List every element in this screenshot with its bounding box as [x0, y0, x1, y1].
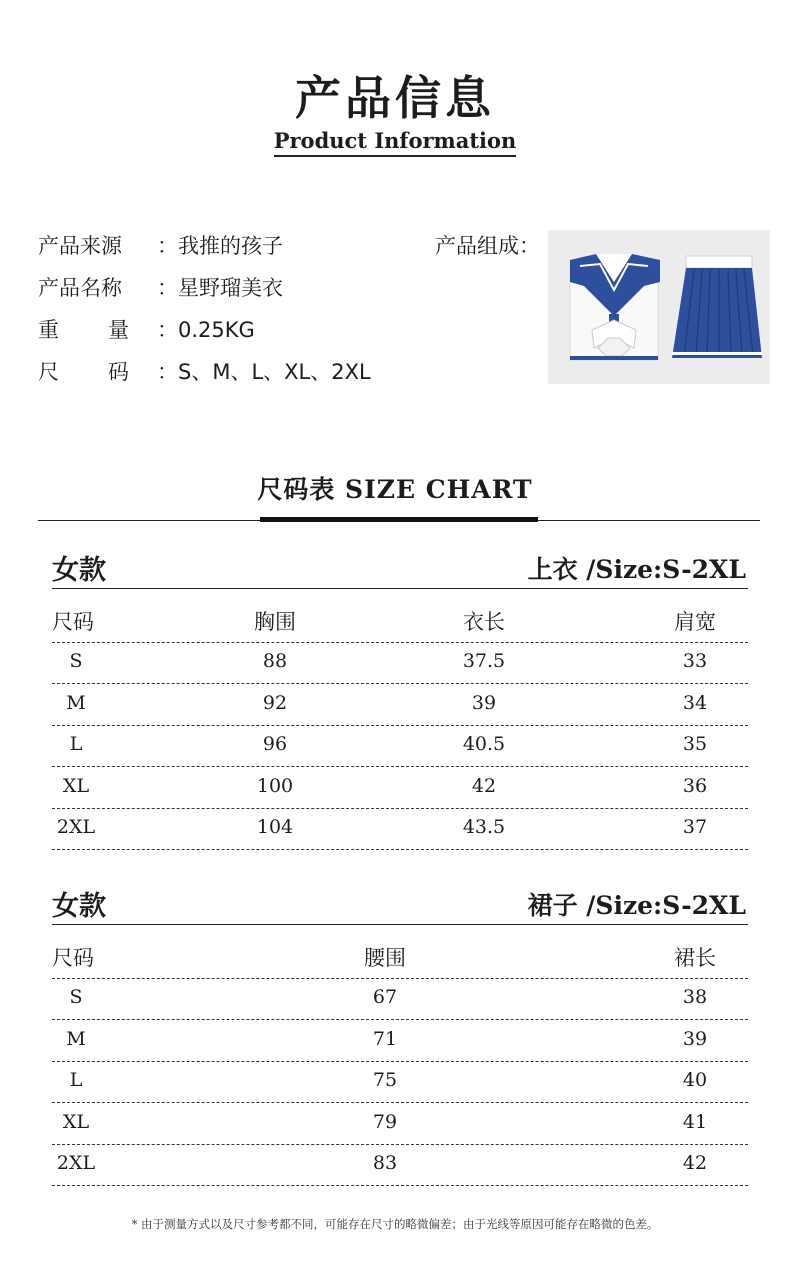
info-value: ：我推的孩子	[157, 234, 283, 258]
tops-section-label: 女款	[52, 555, 106, 586]
table-cell: 96	[262, 733, 288, 756]
table-cell: 43.5	[462, 816, 506, 839]
row-divider	[52, 1102, 748, 1103]
table-cell: 37	[682, 816, 708, 839]
table-cell: 34	[682, 691, 708, 714]
cell-size: M	[66, 1027, 86, 1050]
skirt-section-size: 裙子 /Size:S-2XL	[527, 891, 746, 920]
info-label: 产品来源	[38, 234, 122, 258]
table-cell: 42	[682, 1152, 708, 1175]
info-label: 尺 码	[38, 360, 129, 384]
table-cell: 71	[372, 1027, 398, 1050]
product-photo	[548, 230, 770, 384]
info-row-size	[0, 356, 540, 386]
cell-size: L	[69, 733, 83, 756]
section-line	[52, 924, 748, 925]
table-cell: 88	[262, 650, 288, 672]
row-divider	[52, 1019, 748, 1020]
col-header-length: 衣长	[463, 610, 505, 634]
col-header-size: 尺码	[52, 610, 94, 634]
info-value: ：0.25KG	[157, 318, 255, 342]
table-cell: 39	[471, 691, 497, 714]
table-cell: 100	[256, 774, 294, 797]
info-label: 产品名称	[38, 276, 122, 300]
section-line	[52, 588, 748, 589]
cell-size: M	[66, 691, 86, 714]
col-header-shoulder: 肩宽	[674, 610, 716, 634]
page-subtitle-text: Product Information	[274, 128, 517, 157]
row-divider	[52, 1061, 748, 1062]
info-label: 重 量	[38, 318, 129, 342]
skirt-section-label: 女款	[52, 891, 106, 922]
table-cell: 83	[372, 1152, 398, 1175]
row-divider	[52, 808, 748, 809]
cell-size: 2XL	[56, 816, 96, 839]
cell-size: 2XL	[56, 1152, 96, 1175]
table-cell: 37.5	[462, 650, 506, 672]
col-header-waist: 腰围	[364, 946, 406, 970]
table-cell: 40.5	[462, 733, 506, 756]
cell-size: S	[69, 650, 83, 672]
info-value: ：S、M、L、XL、2XL	[157, 360, 371, 384]
info-row-name	[0, 272, 540, 302]
table-cell: 35	[682, 733, 708, 756]
table-cell: 92	[262, 691, 288, 714]
disclaimer-note: * 由于测量方式以及尺寸参考都不同，可能存在尺寸的略微偏差；由于光线等原因可能存在略微的色差。	[131, 1217, 659, 1231]
row-divider	[52, 725, 748, 726]
page-title: 产品信息	[295, 71, 495, 125]
cell-size: S	[69, 986, 83, 1008]
table-cell: 75	[372, 1069, 398, 1092]
row-divider	[52, 1185, 748, 1186]
cell-size: XL	[62, 774, 90, 797]
divider-accent	[260, 517, 538, 522]
col-header-skirt-length: 裙长	[674, 946, 716, 970]
size-chart-title: 尺码表 SIZE CHART	[257, 475, 533, 504]
col-header-size: 尺码	[52, 946, 94, 970]
table-cell: 79	[372, 1110, 398, 1133]
row-divider	[52, 642, 748, 643]
table-cell: 36	[682, 774, 708, 797]
info-value: ：星野瑠美衣	[157, 276, 283, 300]
table-cell: 38	[682, 986, 708, 1008]
row-divider	[52, 1144, 748, 1145]
row-divider	[52, 766, 748, 767]
row-divider	[52, 849, 748, 850]
table-cell: 67	[372, 986, 398, 1008]
table-cell: 41	[682, 1110, 708, 1133]
table-cell: 39	[682, 1027, 708, 1050]
table-cell: 33	[682, 650, 708, 672]
table-cell: 42	[471, 774, 497, 797]
col-header-chest: 胸围	[254, 610, 296, 634]
table-cell: 104	[256, 816, 294, 839]
composition-label: 产品组成：	[435, 234, 540, 258]
row-divider	[52, 683, 748, 684]
tops-section-size: 上衣 /Size:S-2XL	[527, 555, 746, 584]
table-cell: 40	[682, 1069, 708, 1092]
page-subtitle	[0, 128, 790, 153]
info-row-weight	[0, 314, 540, 344]
row-divider	[52, 978, 748, 979]
cell-size: L	[69, 1069, 83, 1092]
cell-size: XL	[62, 1110, 90, 1133]
